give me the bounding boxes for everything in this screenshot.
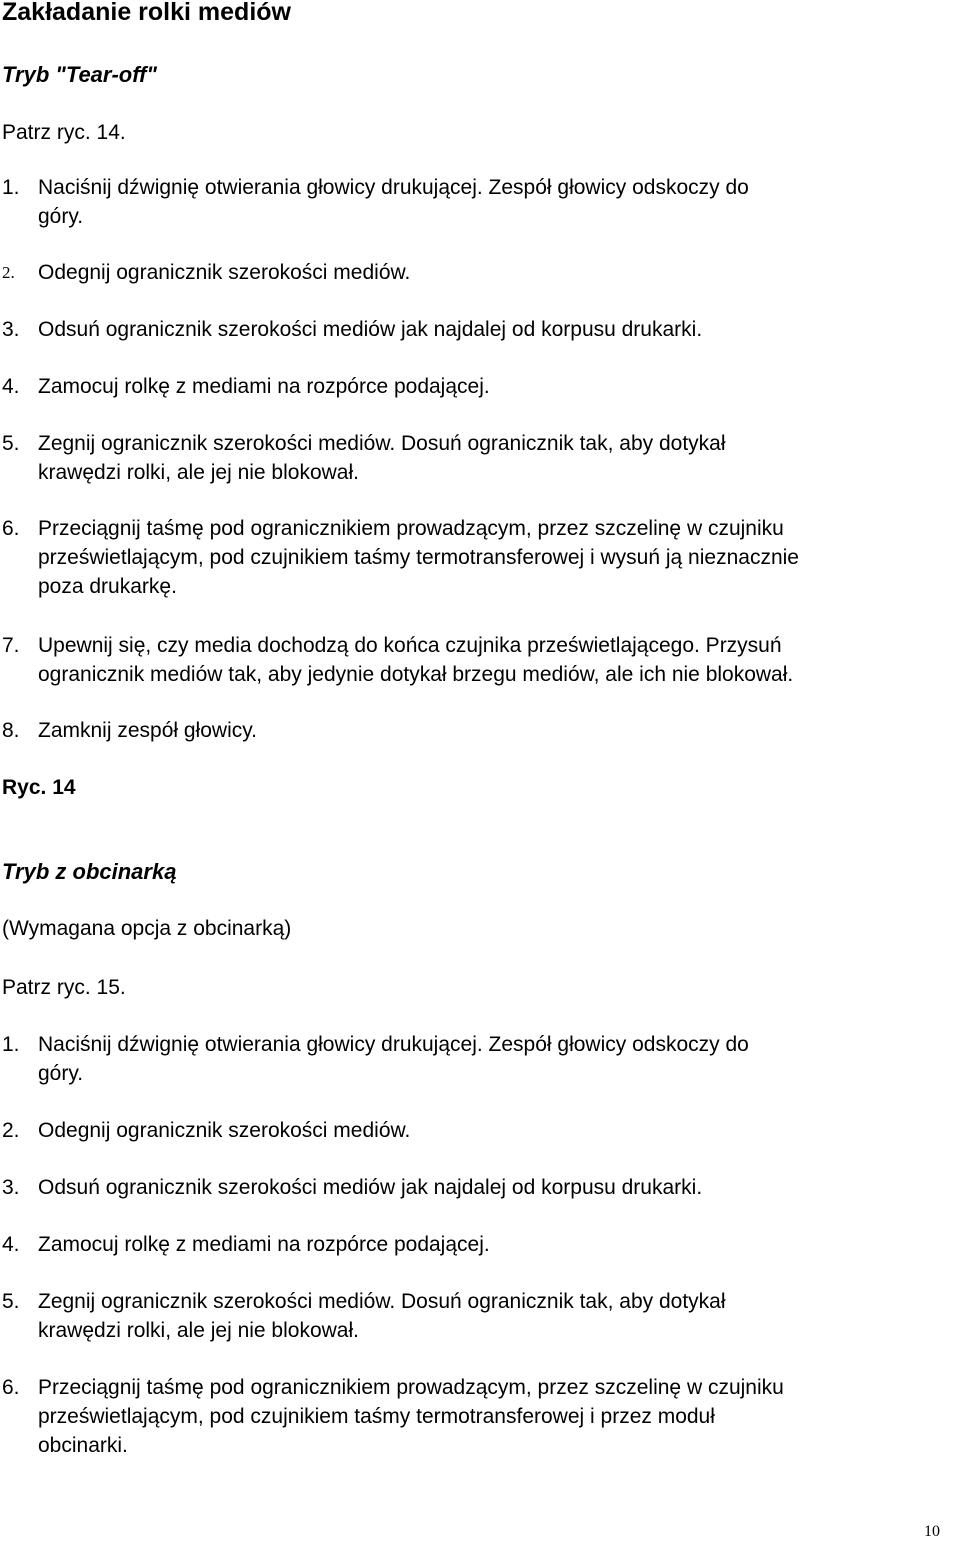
list-item-text: Odegnij ogranicznik szerokości mediów. (38, 1119, 411, 1142)
figure-reference: Patrz ryc. 15. (2, 976, 126, 999)
list-item-text: Zegnij ogranicznik szerokości mediów. Dosuń ogranicznik tak, aby dotykał krawędzi rolki, ale jej nie blokował. (38, 432, 726, 484)
page-number: 10 (924, 1523, 940, 1540)
section-heading-tear-off: Tryb "Tear-off" (2, 62, 157, 87)
list-item-number: 5. (2, 1290, 20, 1313)
section-heading-cutter: Tryb z obcinarką (2, 859, 177, 884)
list-item-text: Odsuń ogranicznik szerokości mediów jak najdalej od korpusu drukarki. (38, 318, 703, 341)
list-item-number: 4. (2, 1233, 20, 1256)
list-item-number: 4. (2, 375, 20, 398)
list-item-text: Zegnij ogranicznik szerokości mediów. Dosuń ogranicznik tak, aby dotykał krawędzi rolki, ale jej nie blokował. (38, 1290, 726, 1342)
list-item-number: 1. (2, 1033, 20, 1056)
list-item-text: Naciśnij dźwignię otwierania głowicy drukującej. Zespół głowicy odskoczy do góry. (38, 176, 749, 228)
list-item-number: 3. (2, 318, 20, 341)
list-item-text: Zamocuj rolkę z mediami na rozpórce podającej. (38, 375, 490, 398)
list-item-text: Upewnij się, czy media dochodzą do końca czujnika prześwietlającego. Przysuń ogranicznik mediów tak, aby jedynie dotykał brzegu mediów, ale ich nie blokował. (38, 634, 794, 686)
section-note: (Wymagana opcja z obcinarką) (2, 917, 292, 940)
page-title: Zakładanie rolki mediów (2, 0, 291, 26)
list-item-number: 6. (2, 517, 20, 540)
list-item-number: 6. (2, 1376, 20, 1399)
figure-reference: Patrz ryc. 14. (2, 121, 126, 144)
list-item-text: Przeciągnij taśmę pod ogranicznikiem prowadzącym, przez szczelinę w czujniku prześwietlającym, pod czujnikiem taśmy termotransferowej i wysuń ją nieznacznie poza drukarkę. (38, 517, 799, 598)
list-item-text: Zamocuj rolkę z mediami na rozpórce podającej. (38, 1233, 490, 1256)
list-item-number: 7. (2, 634, 20, 657)
list-item-number: 1. (2, 176, 20, 199)
list-item-text: Odegnij ogranicznik szerokości mediów. (38, 261, 411, 284)
list-item-number: 5. (2, 432, 20, 455)
figure-caption: Ryc. 14 (2, 776, 76, 799)
list-item-number: 2. (2, 1119, 20, 1142)
list-item-text: Naciśnij dźwignię otwierania głowicy drukującej. Zespół głowicy odskoczy do góry. (38, 1033, 749, 1085)
list-item-number: 3. (2, 1176, 20, 1199)
list-item-text: Zamknij zespół głowicy. (38, 719, 258, 742)
list-item-number: 2. (2, 263, 15, 282)
list-item-text: Przeciągnij taśmę pod ogranicznikiem prowadzącym, przez szczelinę w czujniku prześwietlającym, pod czujnikiem taśmy termotransferowej i przez moduł obcinarki. (38, 1376, 784, 1457)
list-item-text: Odsuń ogranicznik szerokości mediów jak najdalej od korpusu drukarki. (38, 1176, 703, 1199)
list-item-number: 8. (2, 719, 20, 742)
